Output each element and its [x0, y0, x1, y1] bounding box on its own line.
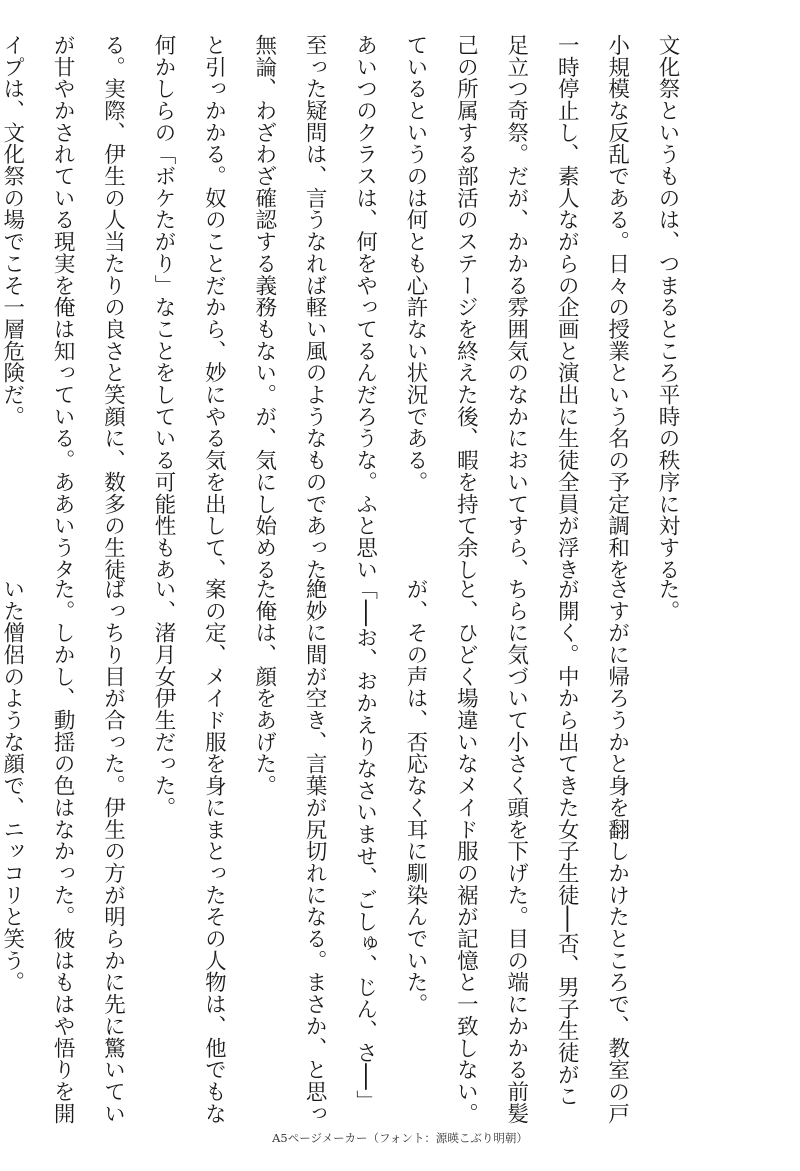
text-line: 一時停止し、素人ながらの企画と演出に生徒全員が浮き — [554, 34, 580, 581]
text-line: さすがに帰ろうかと身を翻しかけたところで、教室の戸 — [604, 578, 630, 1125]
upper-text-block — [0, 34, 692, 603]
text-line: 絶妙に間が空き、言葉が尻切れになる。まさか、と思っ — [302, 578, 328, 1125]
text-line: あいつのクラスは、何をやってるんだろうな。ふと思い — [352, 34, 378, 581]
text-line: 文化祭というものは、つまるところ平時の秩序に対する — [655, 34, 680, 581]
page-footer: A5ページメーカー（フォント：源暎こぶり明朝） — [272, 1131, 528, 1145]
text-line: た。 — [655, 578, 680, 622]
text-line: が、その声は、否応なく耳に馴染んでいた。 — [402, 578, 428, 1015]
text-line: いた僧侶のような顔で、ニッコリと笑う。 — [0, 578, 25, 994]
lower-text-block — [0, 578, 692, 1125]
text-line: 己の所属する部活のステージを終えた後、暇を持て余し — [453, 34, 479, 581]
text-line: 何かしらの「ボケたがり」なことをしている可能性もあ — [150, 34, 176, 581]
text-line: 至った疑問は、言うなれば軽い風のようなものであった。 — [302, 34, 328, 603]
text-line: た。しかし、動揺の色はなかった。彼はもはや悟りを開 — [50, 578, 76, 1125]
text-line: ばっちり目が合った。伊生の方が明らかに先に驚いてい — [100, 578, 126, 1125]
text-line: 無論、わざわざ確認する義務もない。が、気にし始める — [251, 34, 277, 581]
text-line: た俺は、顔をあげた。 — [251, 578, 277, 797]
text-line: 小規模な反乱である。日々の授業という名の予定調和を — [604, 34, 630, 581]
text-line: い、渚月女伊生だった。 — [150, 578, 176, 819]
text-line: イプは、文化祭の場でこそ一層危険だ。 — [0, 34, 25, 428]
text-line: ちらに気づいて小さく頭を下げた。目の端にかかる前髪 — [503, 578, 529, 1125]
text-line: が開く。中から出てきた女子生徒──否、男子生徒がこ — [554, 578, 580, 1108]
text-line: が甘やかされている現実を俺は知っている。ああいうタ — [50, 34, 76, 581]
text-line: ているというのは何とも心許ない状況である。 — [402, 34, 428, 493]
text-line: と引っかかる。奴のことだから、妙にやる気を出して、 — [201, 34, 227, 581]
text-line: 案の定、メイド服を身にまとったその人物は、他でもな — [201, 578, 227, 1125]
text-line: 足立つ奇祭。だが、かかる雰囲気のなかにおいてすら、 — [503, 34, 529, 581]
text-line: と、ひどく場違いなメイド服の裾が記憶と一致しない。 — [453, 578, 479, 1125]
text-line: 「──お、おかえりなさいませ、ごしゅ、じん、さ──」 — [352, 578, 378, 1112]
text-line: る。実際、伊生の人当たりの良さと笑顔に、数多の生徒 — [100, 34, 126, 581]
